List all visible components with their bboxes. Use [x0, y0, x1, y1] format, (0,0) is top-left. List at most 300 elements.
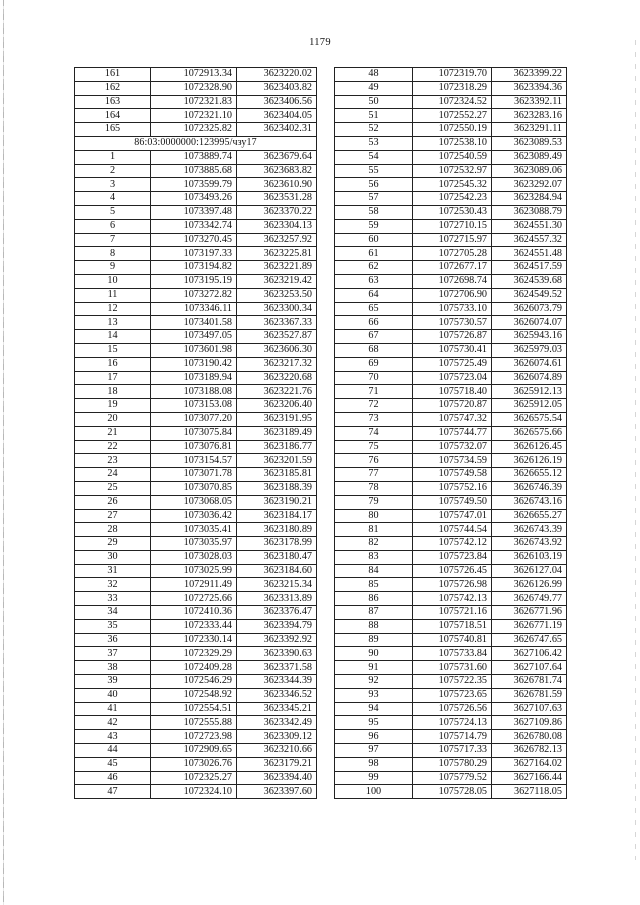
table-row	[335, 606, 567, 620]
table-row	[75, 247, 317, 261]
x-coordinate-cell: 1072532.97	[413, 164, 492, 178]
table-row	[335, 688, 567, 702]
table-row	[75, 495, 317, 509]
point-number-cell: 81	[335, 523, 413, 537]
table-row	[75, 205, 317, 219]
y-coordinate-cell: 3623089.53	[492, 136, 567, 150]
x-coordinate-cell: 1072538.10	[413, 136, 492, 150]
table-row	[335, 288, 567, 302]
x-coordinate-cell: 1075725.49	[413, 357, 492, 371]
left-table-top-rows	[75, 68, 317, 137]
x-coordinate-cell: 1075723.65	[413, 688, 492, 702]
point-number-cell: 21	[75, 426, 151, 440]
y-coordinate-cell: 3623257.92	[237, 233, 317, 247]
y-coordinate-cell: 3624557.32	[492, 233, 567, 247]
table-row	[75, 316, 317, 330]
point-number-cell: 165	[75, 123, 151, 137]
table-row	[75, 633, 317, 647]
table-row	[335, 647, 567, 661]
y-coordinate-cell: 3626749.77	[492, 592, 567, 606]
y-coordinate-cell: 3623180.89	[237, 523, 317, 537]
point-number-cell: 162	[75, 81, 151, 95]
table-row	[335, 675, 567, 689]
table-row	[75, 771, 317, 785]
y-coordinate-cell: 3624517.59	[492, 261, 567, 275]
x-coordinate-cell: 1072324.10	[151, 785, 237, 799]
y-coordinate-cell: 3623179.21	[237, 757, 317, 771]
x-coordinate-cell: 1075734.59	[413, 454, 492, 468]
y-coordinate-cell: 3626655.27	[492, 509, 567, 523]
y-coordinate-cell: 3623217.32	[237, 357, 317, 371]
table-row	[335, 192, 567, 206]
coordinates-table-right	[334, 67, 567, 799]
table-row	[75, 564, 317, 578]
x-coordinate-cell: 1073493.26	[151, 192, 237, 206]
table-row	[75, 744, 317, 758]
table-row	[75, 150, 317, 164]
table-row	[335, 661, 567, 675]
x-coordinate-cell: 1072321.83	[151, 95, 237, 109]
scan-edge-right	[635, 40, 636, 860]
x-coordinate-cell: 1072540.59	[413, 150, 492, 164]
table-row	[335, 261, 567, 275]
y-coordinate-cell: 3626781.74	[492, 675, 567, 689]
x-coordinate-cell: 1073189.94	[151, 371, 237, 385]
table-row	[335, 509, 567, 523]
table-row	[335, 771, 567, 785]
table-row	[75, 647, 317, 661]
point-number-cell: 91	[335, 661, 413, 675]
table-row	[75, 537, 317, 551]
x-coordinate-cell: 1072911.49	[151, 578, 237, 592]
y-coordinate-cell: 3623371.58	[237, 661, 317, 675]
point-number-cell: 163	[75, 95, 151, 109]
y-coordinate-cell: 3623184.17	[237, 509, 317, 523]
y-coordinate-cell: 3623345.21	[237, 702, 317, 716]
right-table-rows	[335, 68, 567, 799]
x-coordinate-cell: 1072552.27	[413, 109, 492, 123]
table-row	[75, 164, 317, 178]
y-coordinate-cell: 3623220.68	[237, 371, 317, 385]
table-row	[335, 412, 567, 426]
y-coordinate-cell: 3623390.63	[237, 647, 317, 661]
table-row	[335, 757, 567, 771]
x-coordinate-cell: 1073026.76	[151, 757, 237, 771]
point-number-cell: 38	[75, 661, 151, 675]
table-row	[335, 426, 567, 440]
point-number-cell: 57	[335, 192, 413, 206]
point-number-cell: 5	[75, 205, 151, 219]
y-coordinate-cell: 3623253.50	[237, 288, 317, 302]
x-coordinate-cell: 1075722.35	[413, 675, 492, 689]
point-number-cell: 43	[75, 730, 151, 744]
x-coordinate-cell: 1075742.13	[413, 592, 492, 606]
x-coordinate-cell: 1072677.17	[413, 261, 492, 275]
table-row	[335, 744, 567, 758]
y-coordinate-cell: 3627166.44	[492, 771, 567, 785]
point-number-cell: 44	[75, 744, 151, 758]
y-coordinate-cell: 3626575.54	[492, 412, 567, 426]
point-number-cell: 40	[75, 688, 151, 702]
y-coordinate-cell: 3623201.59	[237, 454, 317, 468]
y-coordinate-cell: 3623346.52	[237, 688, 317, 702]
y-coordinate-cell: 3627107.63	[492, 702, 567, 716]
x-coordinate-cell: 1073599.79	[151, 178, 237, 192]
point-number-cell: 9	[75, 261, 151, 275]
y-coordinate-cell: 3624551.30	[492, 219, 567, 233]
table-row	[75, 702, 317, 716]
x-coordinate-cell: 1073035.41	[151, 523, 237, 537]
table-row	[75, 302, 317, 316]
point-number-cell: 35	[75, 619, 151, 633]
table-row	[335, 716, 567, 730]
x-coordinate-cell: 1072542.23	[413, 192, 492, 206]
y-coordinate-cell: 3623088.79	[492, 205, 567, 219]
x-coordinate-cell: 1072409.28	[151, 661, 237, 675]
y-coordinate-cell: 3623394.36	[492, 81, 567, 95]
y-coordinate-cell: 3626073.79	[492, 302, 567, 316]
y-coordinate-cell: 3626743.92	[492, 537, 567, 551]
point-number-cell: 8	[75, 247, 151, 261]
x-coordinate-cell: 1075780.29	[413, 757, 492, 771]
point-number-cell: 24	[75, 468, 151, 482]
table-row	[75, 454, 317, 468]
y-coordinate-cell: 3623402.31	[237, 123, 317, 137]
point-number-cell: 82	[335, 537, 413, 551]
table-row	[75, 219, 317, 233]
x-coordinate-cell: 1072410.36	[151, 606, 237, 620]
point-number-cell: 76	[335, 454, 413, 468]
point-number-cell: 6	[75, 219, 151, 233]
y-coordinate-cell: 3623399.22	[492, 68, 567, 82]
point-number-cell: 32	[75, 578, 151, 592]
point-number-cell: 58	[335, 205, 413, 219]
x-coordinate-cell: 1075726.56	[413, 702, 492, 716]
point-number-cell: 27	[75, 509, 151, 523]
table-row	[335, 495, 567, 509]
point-number-cell: 100	[335, 785, 413, 799]
y-coordinate-cell: 3623304.13	[237, 219, 317, 233]
y-coordinate-cell: 3627107.64	[492, 661, 567, 675]
x-coordinate-cell: 1073071.78	[151, 468, 237, 482]
table-row	[75, 757, 317, 771]
x-coordinate-cell: 1075732.07	[413, 440, 492, 454]
y-coordinate-cell: 3623397.60	[237, 785, 317, 799]
point-number-cell: 52	[335, 123, 413, 137]
y-coordinate-cell: 3626126.99	[492, 578, 567, 592]
x-coordinate-cell: 1075752.16	[413, 481, 492, 495]
point-number-cell: 89	[335, 633, 413, 647]
point-number-cell: 45	[75, 757, 151, 771]
y-coordinate-cell: 3623284.94	[492, 192, 567, 206]
point-number-cell: 20	[75, 412, 151, 426]
y-coordinate-cell: 3623188.39	[237, 481, 317, 495]
point-number-cell: 84	[335, 564, 413, 578]
point-number-cell: 80	[335, 509, 413, 523]
point-number-cell: 26	[75, 495, 151, 509]
table-row	[75, 578, 317, 592]
point-number-cell: 56	[335, 178, 413, 192]
y-coordinate-cell: 3623089.49	[492, 150, 567, 164]
y-coordinate-cell: 3626126.45	[492, 440, 567, 454]
point-number-cell: 22	[75, 440, 151, 454]
y-coordinate-cell: 3626771.96	[492, 606, 567, 620]
table-row	[75, 274, 317, 288]
y-coordinate-cell: 3623610.90	[237, 178, 317, 192]
table-row	[75, 675, 317, 689]
table-row	[335, 302, 567, 316]
point-number-cell: 18	[75, 385, 151, 399]
table-row	[75, 399, 317, 413]
point-number-cell: 28	[75, 523, 151, 537]
y-coordinate-cell: 3623225.81	[237, 247, 317, 261]
point-number-cell: 1	[75, 150, 151, 164]
point-number-cell: 62	[335, 261, 413, 275]
y-coordinate-cell: 3626781.59	[492, 688, 567, 702]
table-row	[75, 619, 317, 633]
y-coordinate-cell: 3623313.89	[237, 592, 317, 606]
y-coordinate-cell: 3623189.49	[237, 426, 317, 440]
x-coordinate-cell: 1073154.57	[151, 454, 237, 468]
coordinates-table-left	[74, 67, 317, 799]
table-row	[75, 192, 317, 206]
x-coordinate-cell: 1072545.32	[413, 178, 492, 192]
point-number-cell: 87	[335, 606, 413, 620]
point-number-cell: 78	[335, 481, 413, 495]
table-row	[335, 95, 567, 109]
table-row	[335, 233, 567, 247]
point-number-cell: 49	[335, 81, 413, 95]
point-number-cell: 33	[75, 592, 151, 606]
x-coordinate-cell: 1075720.87	[413, 399, 492, 413]
point-number-cell: 92	[335, 675, 413, 689]
table-row	[335, 109, 567, 123]
table-row	[335, 219, 567, 233]
x-coordinate-cell: 1072330.14	[151, 633, 237, 647]
table-row	[75, 123, 317, 137]
point-number-cell: 60	[335, 233, 413, 247]
table-row	[335, 730, 567, 744]
point-number-cell: 83	[335, 550, 413, 564]
x-coordinate-cell: 1075744.77	[413, 426, 492, 440]
x-coordinate-cell: 1073272.82	[151, 288, 237, 302]
y-coordinate-cell: 3623185.81	[237, 468, 317, 482]
y-coordinate-cell: 3627106.42	[492, 647, 567, 661]
x-coordinate-cell: 1072715.97	[413, 233, 492, 247]
table-row	[75, 343, 317, 357]
x-coordinate-cell: 1072698.74	[413, 274, 492, 288]
table-row	[335, 454, 567, 468]
x-coordinate-cell: 1075747.01	[413, 509, 492, 523]
y-coordinate-cell: 3623178.99	[237, 537, 317, 551]
x-coordinate-cell: 1073075.84	[151, 426, 237, 440]
x-coordinate-cell: 1073889.74	[151, 150, 237, 164]
point-number-cell: 68	[335, 343, 413, 357]
point-number-cell: 59	[335, 219, 413, 233]
y-coordinate-cell: 3623219.42	[237, 274, 317, 288]
x-coordinate-cell: 1075726.87	[413, 330, 492, 344]
point-number-cell: 53	[335, 136, 413, 150]
y-coordinate-cell: 3625979.03	[492, 343, 567, 357]
table-row	[335, 247, 567, 261]
table-row	[75, 412, 317, 426]
table-row	[335, 592, 567, 606]
y-coordinate-cell: 3626743.16	[492, 495, 567, 509]
x-coordinate-cell: 1072723.98	[151, 730, 237, 744]
point-number-cell: 41	[75, 702, 151, 716]
y-coordinate-cell: 3626771.19	[492, 619, 567, 633]
x-coordinate-cell: 1075714.79	[413, 730, 492, 744]
point-number-cell: 66	[335, 316, 413, 330]
x-coordinate-cell: 1075717.33	[413, 744, 492, 758]
y-coordinate-cell: 3623292.07	[492, 178, 567, 192]
y-coordinate-cell: 3623221.89	[237, 261, 317, 275]
x-coordinate-cell: 1075747.32	[413, 412, 492, 426]
point-number-cell: 98	[335, 757, 413, 771]
x-coordinate-cell: 1072324.52	[413, 95, 492, 109]
point-number-cell: 4	[75, 192, 151, 206]
point-number-cell: 12	[75, 302, 151, 316]
x-coordinate-cell: 1075726.98	[413, 578, 492, 592]
y-coordinate-cell: 3623186.77	[237, 440, 317, 454]
table-row	[335, 399, 567, 413]
x-coordinate-cell: 1072913.34	[151, 68, 237, 82]
point-number-cell: 74	[335, 426, 413, 440]
point-number-cell: 161	[75, 68, 151, 82]
x-coordinate-cell: 1072725.66	[151, 592, 237, 606]
point-number-cell: 55	[335, 164, 413, 178]
x-coordinate-cell: 1073188.08	[151, 385, 237, 399]
point-number-cell: 29	[75, 537, 151, 551]
y-coordinate-cell: 3623683.82	[237, 164, 317, 178]
x-coordinate-cell: 1073270.45	[151, 233, 237, 247]
table-row	[75, 385, 317, 399]
y-coordinate-cell: 3623089.06	[492, 164, 567, 178]
y-coordinate-cell: 3626074.07	[492, 316, 567, 330]
table-row	[75, 178, 317, 192]
point-number-cell: 70	[335, 371, 413, 385]
x-coordinate-cell: 1073885.68	[151, 164, 237, 178]
y-coordinate-cell: 3623210.66	[237, 744, 317, 758]
point-number-cell: 54	[335, 150, 413, 164]
point-number-cell: 48	[335, 68, 413, 82]
y-coordinate-cell: 3626103.19	[492, 550, 567, 564]
table-row	[335, 123, 567, 137]
table-row	[335, 343, 567, 357]
y-coordinate-cell: 3623367.33	[237, 316, 317, 330]
table-row	[335, 274, 567, 288]
table-row	[335, 164, 567, 178]
y-coordinate-cell: 3623344.39	[237, 675, 317, 689]
x-coordinate-cell: 1073076.81	[151, 440, 237, 454]
point-number-cell: 25	[75, 481, 151, 495]
y-coordinate-cell: 3623215.34	[237, 578, 317, 592]
x-coordinate-cell: 1073342.74	[151, 219, 237, 233]
scan-edge-left	[3, 0, 4, 905]
y-coordinate-cell: 3623406.56	[237, 95, 317, 109]
point-number-cell: 61	[335, 247, 413, 261]
page-number: 1179	[309, 37, 331, 48]
y-coordinate-cell: 3627164.02	[492, 757, 567, 771]
point-number-cell: 72	[335, 399, 413, 413]
y-coordinate-cell: 3623403.82	[237, 81, 317, 95]
table-row	[75, 509, 317, 523]
y-coordinate-cell: 3623531.28	[237, 192, 317, 206]
table-row	[335, 578, 567, 592]
point-number-cell: 50	[335, 95, 413, 109]
point-number-cell: 71	[335, 385, 413, 399]
y-coordinate-cell: 3623342.49	[237, 716, 317, 730]
point-number-cell: 34	[75, 606, 151, 620]
y-coordinate-cell: 3626747.65	[492, 633, 567, 647]
y-coordinate-cell: 3624551.48	[492, 247, 567, 261]
table-row	[75, 81, 317, 95]
x-coordinate-cell: 1075744.54	[413, 523, 492, 537]
x-coordinate-cell: 1072554.51	[151, 702, 237, 716]
y-coordinate-cell: 3626127.04	[492, 564, 567, 578]
x-coordinate-cell: 1075742.12	[413, 537, 492, 551]
y-coordinate-cell: 3623309.12	[237, 730, 317, 744]
table-row	[75, 688, 317, 702]
table-row	[335, 702, 567, 716]
table-row	[335, 136, 567, 150]
table-row	[335, 619, 567, 633]
x-coordinate-cell: 1073601.98	[151, 343, 237, 357]
x-coordinate-cell: 1072530.43	[413, 205, 492, 219]
x-coordinate-cell: 1072325.27	[151, 771, 237, 785]
x-coordinate-cell: 1075779.52	[413, 771, 492, 785]
table-row	[75, 426, 317, 440]
table-row	[75, 357, 317, 371]
point-number-cell: 15	[75, 343, 151, 357]
point-number-cell: 65	[335, 302, 413, 316]
table-row	[335, 68, 567, 82]
y-coordinate-cell: 3623221.76	[237, 385, 317, 399]
table-row	[75, 95, 317, 109]
x-coordinate-cell: 1075718.51	[413, 619, 492, 633]
x-coordinate-cell: 1072706.90	[413, 288, 492, 302]
y-coordinate-cell: 3627118.05	[492, 785, 567, 799]
y-coordinate-cell: 3623291.11	[492, 123, 567, 137]
x-coordinate-cell: 1073077.20	[151, 412, 237, 426]
y-coordinate-cell: 3623527.87	[237, 330, 317, 344]
cadastral-row	[75, 136, 317, 150]
table-row	[75, 661, 317, 675]
y-coordinate-cell: 3623184.60	[237, 564, 317, 578]
point-number-cell: 10	[75, 274, 151, 288]
table-row	[335, 523, 567, 537]
x-coordinate-cell: 1073397.48	[151, 205, 237, 219]
point-number-cell: 95	[335, 716, 413, 730]
point-number-cell: 37	[75, 647, 151, 661]
point-number-cell: 3	[75, 178, 151, 192]
table-row	[335, 537, 567, 551]
point-number-cell: 51	[335, 109, 413, 123]
table-row	[75, 523, 317, 537]
point-number-cell: 67	[335, 330, 413, 344]
point-number-cell: 42	[75, 716, 151, 730]
point-number-cell: 36	[75, 633, 151, 647]
x-coordinate-cell: 1072548.92	[151, 688, 237, 702]
y-coordinate-cell: 3627109.86	[492, 716, 567, 730]
x-coordinate-cell: 1073497.05	[151, 330, 237, 344]
table-row	[335, 81, 567, 95]
point-number-cell: 79	[335, 495, 413, 509]
table-row	[75, 592, 317, 606]
point-number-cell: 23	[75, 454, 151, 468]
x-coordinate-cell: 1073035.97	[151, 537, 237, 551]
y-coordinate-cell: 3623392.11	[492, 95, 567, 109]
